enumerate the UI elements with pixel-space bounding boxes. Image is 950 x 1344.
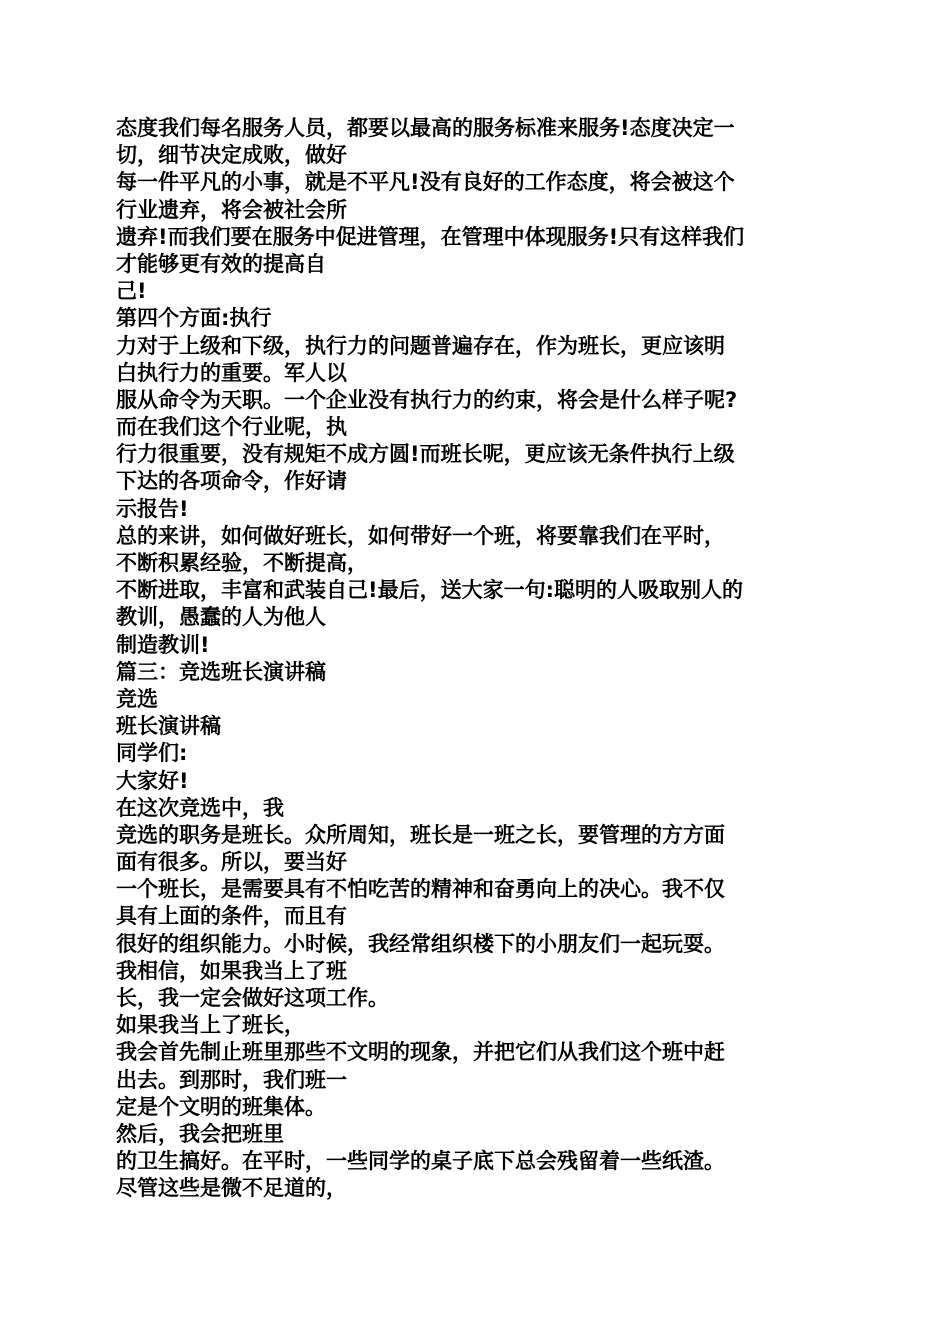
text-line: 力对于上级和下级，执行力的问题普遍存在，作为班长，更应该明 bbox=[116, 333, 725, 358]
text-line: 班长演讲稿 bbox=[116, 714, 221, 739]
text-line: 竞选 bbox=[116, 686, 158, 711]
text-line: 我相信，如果我当上了班 bbox=[116, 958, 347, 983]
text-line: 服从命令为天职。一个企业没有执行力的约束，将会是什么样子呢? bbox=[116, 387, 738, 412]
text-line: 篇三：竞选班长演讲稿 bbox=[116, 659, 326, 684]
text-line: 而在我们这个行业呢，执 bbox=[116, 415, 347, 440]
text-line: 总的来讲，如何做好班长，如何带好一个班，将要靠我们在平时， bbox=[116, 523, 725, 548]
text-line: 的卫生搞好。在平时，一些同学的桌子底下总会残留着一些纸渣。 bbox=[116, 1149, 725, 1174]
text-line: 白执行力的重要。军人以 bbox=[116, 360, 347, 385]
text-line: 我会首先制止班里那些不文明的现象，并把它们从我们这个班中赶 bbox=[116, 1040, 725, 1065]
text-line: 遗弃!而我们要在服务中促进管理，在管理中体现服务!只有这样我们 bbox=[116, 224, 745, 249]
text-line: 示报告! bbox=[116, 496, 189, 521]
text-line: 竞选的职务是班长。众所周知，班长是一班之长，要管理的方方面 bbox=[116, 822, 725, 847]
text-line: 不断积累经验，不断提高， bbox=[116, 551, 368, 575]
text-line: 行业遗弃，将会被社会所 bbox=[116, 197, 347, 222]
text-line: 定是个文明的班集体。 bbox=[116, 1094, 326, 1119]
text-line: 切，细节决定成败，做好 bbox=[116, 143, 347, 168]
text-line: 面有很多。所以，要当好 bbox=[116, 850, 347, 875]
text-line: 态度我们每名服务人员，都要以最高的服务标准来服务!态度决定一 bbox=[116, 116, 735, 140]
text-line: 不断进取，丰富和武装自己!最后，送大家一句:聪明的人吸取别人的 bbox=[116, 578, 743, 603]
text-line: 己! bbox=[116, 279, 147, 304]
text-line: 一个班长，是需要具有不怕吃苦的精神和奋勇向上的决心。我不仅 bbox=[116, 877, 725, 902]
text-line: 尽管这些是微不足道的， bbox=[116, 1176, 347, 1201]
text-line: 才能够更有效的提高自 bbox=[116, 251, 326, 276]
text-line: 第四个方面:执行 bbox=[116, 306, 272, 331]
text-line: 很好的组织能力。小时候，我经常组织楼下的小朋友们一起玩耍。 bbox=[116, 931, 725, 956]
text-line: 大家好! bbox=[116, 768, 189, 793]
text-line: 长，我一定会做好这项工作。 bbox=[116, 986, 389, 1010]
text-line: 制造教训! bbox=[116, 632, 210, 657]
document-body bbox=[116, 115, 836, 1203]
text-line: 如果我当上了班长， bbox=[116, 1013, 305, 1038]
text-line: 同学们: bbox=[116, 741, 188, 766]
text-line: 下达的各项命令，作好请 bbox=[116, 469, 347, 494]
text-line: 具有上面的条件，而且有 bbox=[116, 904, 347, 929]
text-line: 行力很重要，没有规矩不成方圆!而班长呢，更应该无条件执行上级 bbox=[116, 442, 735, 467]
text-line: 然后，我会把班里 bbox=[116, 1121, 284, 1146]
text-line: 在这次竞选中，我 bbox=[116, 795, 284, 820]
text-line: 教训，愚蠢的人为他人 bbox=[116, 605, 326, 630]
text-line: 每一件平凡的小事，就是不平凡!没有良好的工作态度，将会被这个 bbox=[116, 170, 735, 195]
text-line: 出去。到那时，我们班一 bbox=[116, 1067, 347, 1092]
